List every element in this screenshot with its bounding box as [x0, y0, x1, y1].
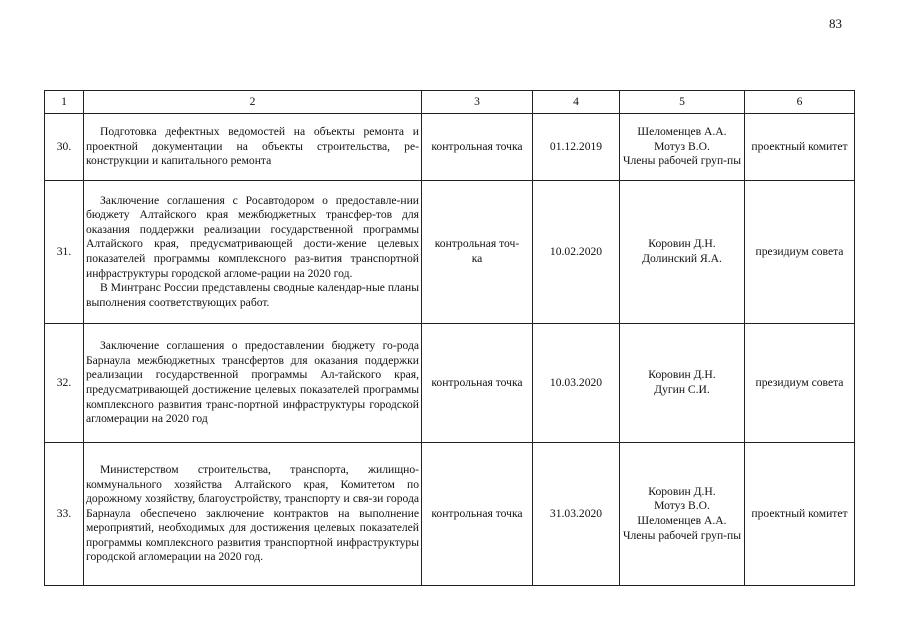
row-date: 01.12.2019 — [533, 114, 620, 181]
row-responsible — [620, 114, 745, 181]
row-number: 30. — [45, 114, 84, 181]
description-paragraph: Подготовка дефектных ведомостей на объекты ремонта и проектной документации на объекты строительства, ре-конструкции и капитального ремонта — [86, 125, 419, 168]
row-date: 10.03.2020 — [533, 324, 620, 443]
row-number: 32. — [45, 324, 84, 443]
responsible-line: Члены рабочей груп-пы — [622, 528, 742, 542]
column-header-3: 3 — [422, 91, 533, 114]
row-date: 10.02.2020 — [533, 181, 620, 324]
column-header-5: 5 — [620, 91, 745, 114]
row-type — [422, 181, 533, 324]
type-line: контрольная точка — [431, 506, 523, 520]
row-description — [84, 181, 422, 324]
row-date: 31.03.2020 — [533, 443, 620, 586]
responsible-line: Шеломенцев А.А. — [637, 514, 727, 527]
row-type — [422, 114, 533, 181]
table-row — [45, 443, 855, 586]
responsible-line: Члены рабочей груп-пы — [622, 154, 742, 168]
type-line: контрольная точка — [431, 139, 523, 153]
row-approving-body: проектный комитет — [745, 443, 855, 586]
description-paragraph: Заключение соглашения с Росавтодором о предоставле-нии бюджету Алтайского края межбюджетных трансфер-тов для оказания поддержки реализации государственной программы Алтайского края, предусматривающей дости-жение целевых показателей программы комплексного раз-вития транспортной инфраструктуры городской агломе-рации на 2020 год. — [86, 193, 419, 280]
description-paragraph: В Минтранс России представлены сводные календар-ные планы выполнения соответствующих работ. — [86, 281, 419, 309]
table-row — [45, 181, 855, 324]
column-header-4: 4 — [533, 91, 620, 114]
row-approving-body: проектный комитет — [745, 114, 855, 181]
description-paragraph: Министерством строительства, транспорта, жилищно-коммунального хозяйства Алтайского края, Комитетом по дорожному хозяйству, благоустройству, транспорту и свя-зи города Барнаула обеспечено заключение контрактов на выполнение мероприятий, необходимых для достижения целевых показателей программы комплексного развития транспортной инфраструктуры городской агломерации на 2020 год. — [86, 462, 419, 564]
type-line: ка — [471, 252, 483, 265]
type-line: контрольная точка — [431, 375, 523, 389]
row-type — [422, 324, 533, 443]
row-responsible — [620, 443, 745, 586]
responsible-line: Мотуз В.О. — [654, 499, 710, 513]
responsible-line: Долинский Я.А. — [642, 252, 722, 265]
responsible-line: Дугин С.И. — [654, 383, 710, 396]
row-number: 31. — [45, 181, 84, 324]
responsible-line: Мотуз В.О. — [654, 139, 710, 153]
row-approving-body: президиум совета — [745, 181, 855, 324]
description-paragraph: Заключение соглашения о предоставлении бюджету го-рода Барнаула межбюджетных трансфертов для оказания поддержки реализации государственной программы Ал-тайского края, предусматривающей достижение целевых показателей программы комплексного развития транс-портной инфраструктуры городской агломерации на 2020 год — [86, 339, 419, 426]
page-number: 83 — [829, 16, 842, 31]
column-header-6: 6 — [745, 91, 855, 114]
responsible-line: Коровин Д.Н. — [648, 368, 716, 382]
plan-table — [44, 90, 855, 586]
row-type — [422, 443, 533, 586]
responsible-line: Коровин Д.Н. — [648, 484, 716, 498]
column-header-1: 1 — [45, 91, 84, 114]
row-description — [84, 114, 422, 181]
responsible-line: Коровин Д.Н. — [648, 237, 716, 251]
table-row — [45, 114, 855, 181]
row-approving-body: президиум совета — [745, 324, 855, 443]
header-row — [45, 91, 855, 114]
type-line: контрольная точ- — [434, 237, 520, 251]
row-description — [84, 324, 422, 443]
row-number: 33. — [45, 443, 84, 586]
row-responsible — [620, 324, 745, 443]
row-responsible — [620, 181, 745, 324]
responsible-line: Шеломенцев А.А. — [637, 125, 727, 139]
table-row — [45, 324, 855, 443]
column-header-2: 2 — [84, 91, 422, 114]
row-description — [84, 443, 422, 586]
